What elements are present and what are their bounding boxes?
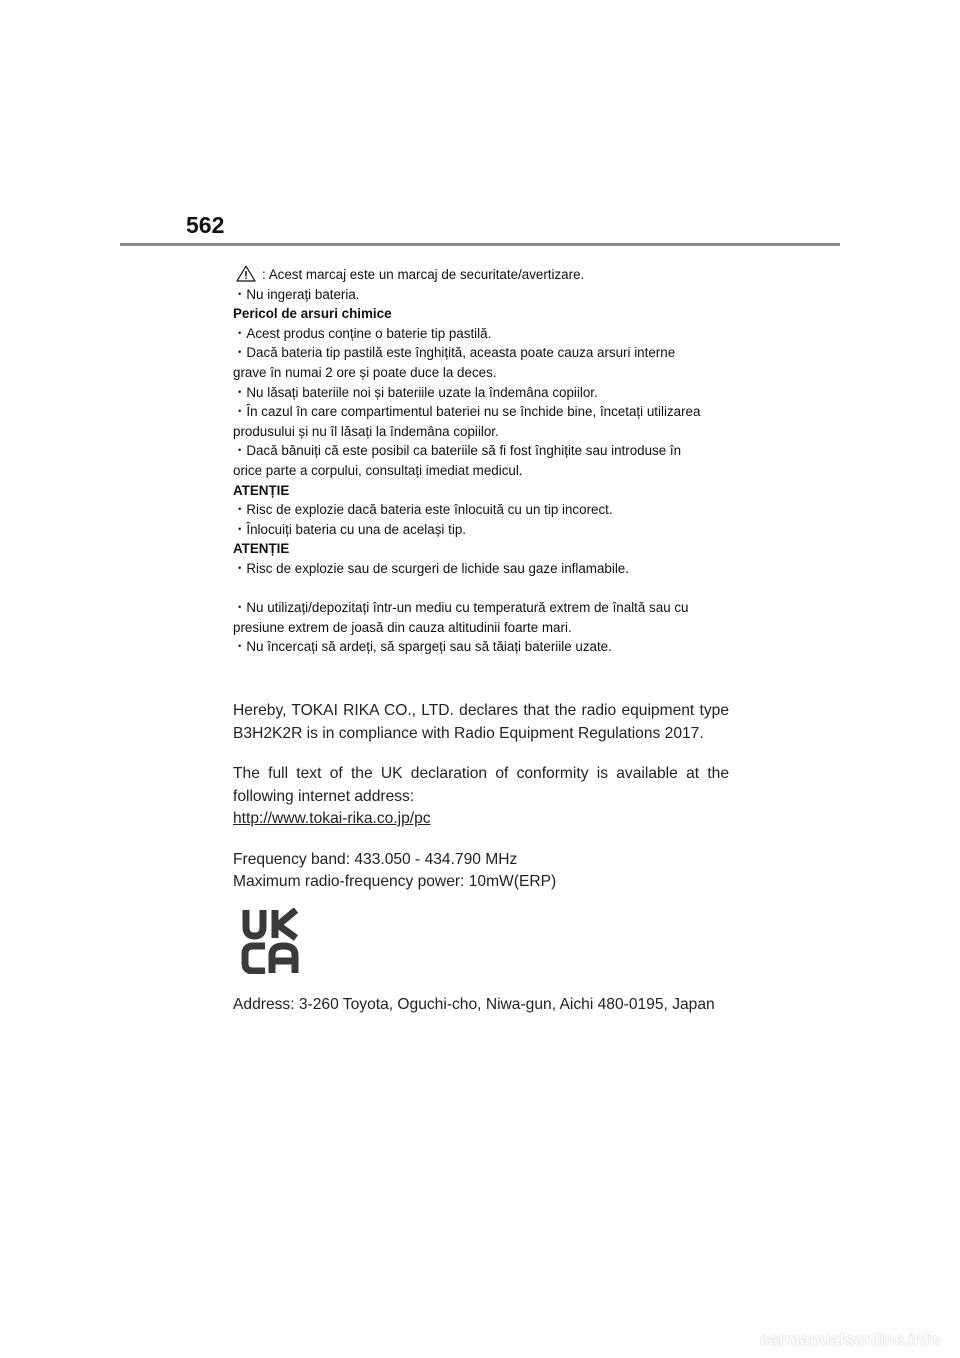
romanian-line: ATENȚIE [233, 541, 290, 557]
romanian-line: ATENȚIE [233, 482, 290, 498]
declaration-line-1: Hereby, TOKAI RIKA CO., LTD. declares that the radio equipment type [233, 702, 729, 719]
romanian-line: ・Dacă bănuiți că este posibil ca bateriile să fi fost înghițite sau introduse în [233, 443, 682, 459]
romanian-line: ・Înlocuiți bateria cu una de același tip. [233, 521, 466, 537]
romanian-safety-text [233, 265, 733, 657]
conformity-line-1: The full text of the UK declaration of conformity is available at the [233, 765, 729, 782]
page-number: 562 [186, 212, 225, 238]
header-rule [120, 243, 840, 246]
romanian-line: ・Dacă bateria tip pastilă este înghițită, aceasta poate cauza arsuri interne [233, 345, 676, 361]
romanian-line: ・Nu ingerați bateria. [233, 286, 360, 302]
english-declaration [233, 700, 729, 894]
declaration-line-2: B3H2K2R is in compliance with Radio Equipment Regulations 2017. [233, 724, 704, 742]
romanian-line: orice parte a corpului, consultați imediat medicul. [233, 462, 523, 478]
frequency-band: Frequency band: 433.050 - 434.790 MHz [233, 850, 518, 868]
blank-line [233, 579, 733, 599]
romanian-line: presiune extrem de joasă din cauza altitudinii foarte mari. [233, 619, 572, 635]
address: Address: 3-260 Toyota, Oguchi-cho, Niwa-gun, Aichi 480-0195, Japan [233, 996, 715, 1013]
warning-mark-text: : Acest marcaj este un marcaj de securitate/avertizare. [262, 267, 585, 282]
conformity-line-2: following internet address: [233, 787, 415, 805]
romanian-line: ・Risc de explozie dacă bateria este înlocuită cu un tip incorect. [233, 502, 613, 518]
romanian-line: ・Nu lăsați bateriile noi și bateriile uzate la îndemâna copiilor. [233, 384, 598, 400]
conformity-url-link[interactable]: http://www.tokai-rika.co.jp/pc [233, 810, 431, 827]
romanian-line: ・Acest produs conține o baterie tip pastilă. [233, 325, 492, 341]
max-power: Maximum radio-frequency power: 10mW(ERP) [233, 873, 557, 890]
romanian-line: grave în numai 2 ore și poate duce la deces. [233, 364, 497, 380]
romanian-line: Pericol de arsuri chimice [233, 306, 392, 322]
romanian-line: ・În cazul în care compartimentul bateriei nu se închide bine, încetați utilizarea [233, 404, 701, 420]
romanian-line: ・Risc de explozie sau de scurgeri de lichide sau gaze inflamabile. [233, 560, 629, 576]
romanian-line: ・Nu utilizați/depozitați într-un mediu cu temperatură extrem de înaltă sau cu [233, 600, 689, 616]
warning-mark-line [233, 265, 733, 285]
romanian-line: ・Nu încercați să ardeți, să spargeți sau să tăiați bateriile uzate. [233, 639, 612, 655]
watermark: carmanualsonline.info [759, 1330, 940, 1349]
ukca-mark-icon [240, 908, 300, 974]
warning-triangle-icon [236, 265, 256, 282]
romanian-line: produsului și nu îl lăsați la îndemâna copiilor. [233, 423, 499, 439]
